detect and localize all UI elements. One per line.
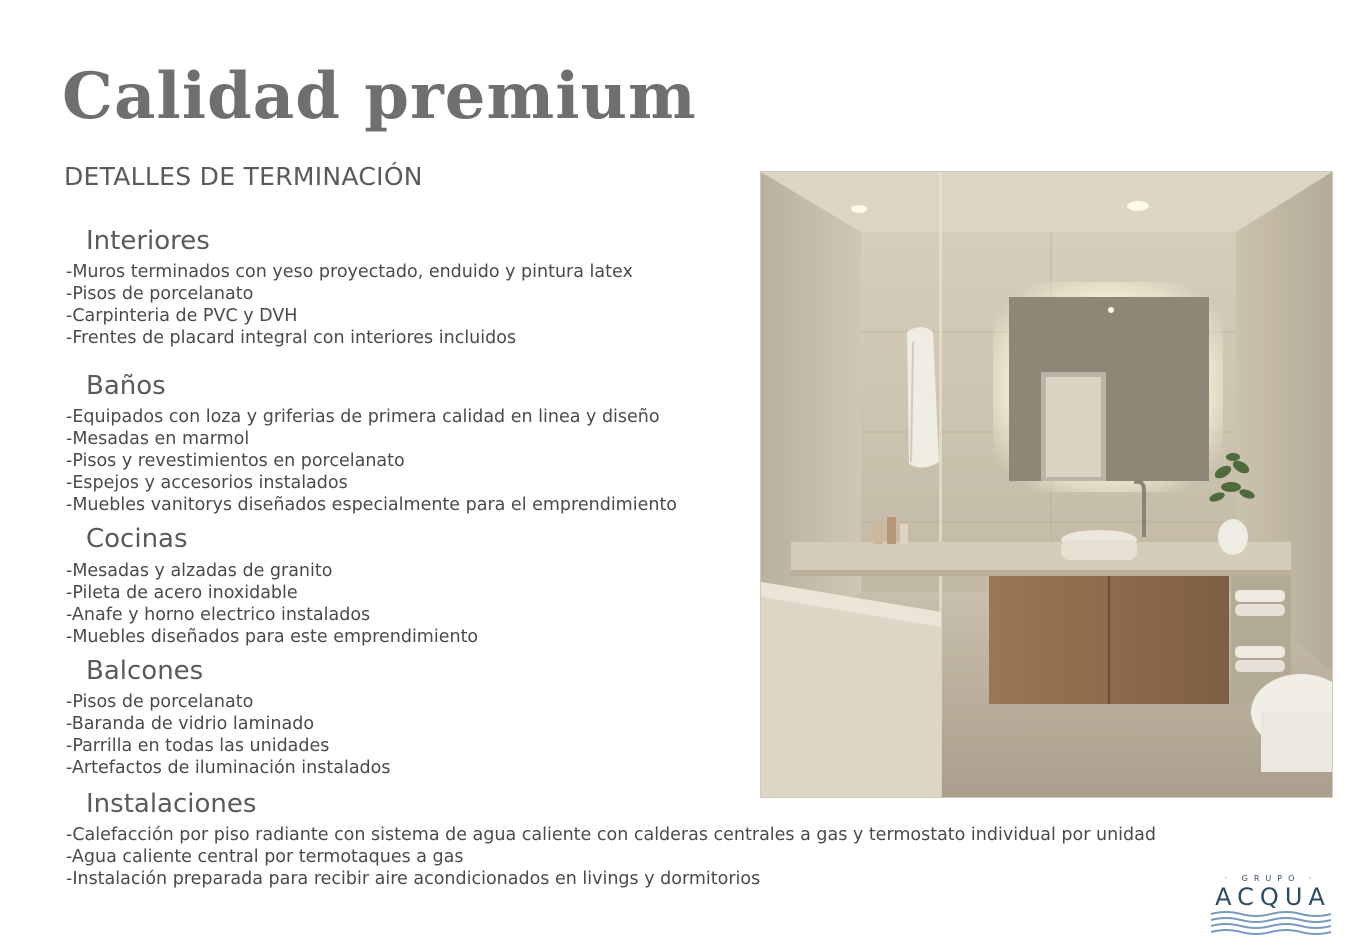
page-subtitle: DETALLES DE TERMINACIÓN xyxy=(64,162,423,191)
logo-small-text: · GRUPO · xyxy=(1224,874,1318,883)
section-title-cocinas: Cocinas xyxy=(86,524,188,555)
section-title-interiores: Interiores xyxy=(86,226,210,256)
list-item: -Equipados con loza y griferias de primera calidad en linea y diseño xyxy=(66,407,660,428)
list-item: -Pisos de porcelanato xyxy=(66,284,254,305)
list-item: -Muebles vanitorys diseñados especialmente para el emprendimiento xyxy=(66,495,678,516)
list-item: -Mesadas y alzadas de granito xyxy=(66,560,333,581)
bathroom-render-image xyxy=(760,171,1333,798)
list-item: -Pisos de porcelanato xyxy=(66,691,254,712)
list-item: -Espejos y accesorios instalados xyxy=(66,473,348,494)
list-item: -Carpinteria de PVC y DVH xyxy=(66,306,298,327)
page-title: Calidad premium xyxy=(62,59,697,134)
acqua-logo xyxy=(1206,874,1336,944)
list-item: -Mesadas en marmol xyxy=(66,429,250,450)
section-instalaciones xyxy=(66,789,1326,890)
list-item: -Parrilla en todas las unidades xyxy=(66,735,330,756)
list-item: -Frentes de placard integral con interiores incluidos xyxy=(66,328,517,349)
list-item: -Agua caliente central por termotaques a gas xyxy=(66,846,464,867)
section-title-banos: Baños xyxy=(86,371,166,402)
list-item: -Artefactos de iluminación instalados xyxy=(66,757,391,778)
list-item: -Muebles diseñados para este emprendimiento xyxy=(66,626,479,647)
list-item: -Muros terminados con yeso proyectado, enduido y pintura latex xyxy=(66,262,633,283)
logo-waves-icon xyxy=(1206,910,1336,940)
list-item: -Baranda de vidrio laminado xyxy=(66,713,315,734)
list-item: -Instalación preparada para recibir aire acondicionados en livings y dormitorios xyxy=(66,868,761,889)
list-item: -Anafe y horno electrico instalados xyxy=(66,604,371,625)
section-title-instalaciones: Instalaciones xyxy=(86,788,257,819)
list-item: -Pileta de acero inoxidable xyxy=(66,582,298,603)
section-title-balcones: Balcones xyxy=(86,655,204,686)
list-item: -Pisos y revestimientos en porcelanato xyxy=(66,451,405,472)
list-item: -Calefacción por piso radiante con sistema de agua caliente con calderas centrales a gas y termostato individual por unidad xyxy=(66,824,1156,845)
logo-main-text: ACQUA xyxy=(1215,883,1331,911)
